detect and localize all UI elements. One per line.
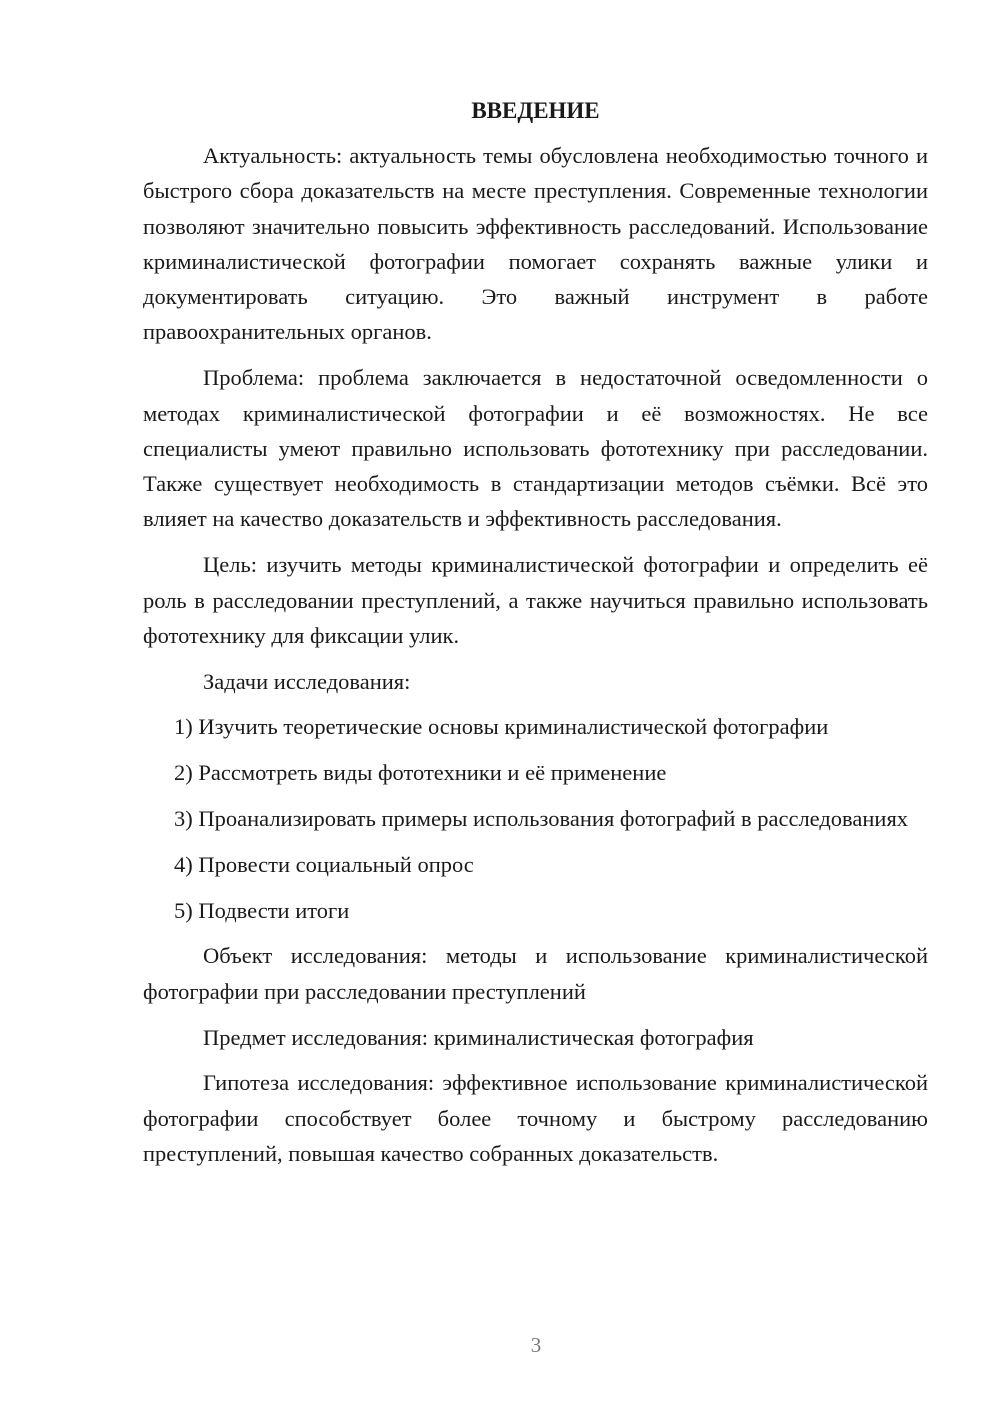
list-item: 4) Провести социальный опрос <box>174 851 474 877</box>
paragraph-problem: Проблема: проблема заключается в недостаточной осведомленности о методах криминалистической фотографии и её возможностях. Не все специалисты умеют правильно использовать фототехнику при расследовании. Также существует необходимость в стандартизации методов съёмки. Всё это влияет на качество доказательств и эффективность расследования. <box>143 365 928 532</box>
document-body <box>143 93 928 1182</box>
list-item: 3) Проанализировать примеры использования фотографий в расследованиях <box>174 806 909 832</box>
paragraph-subject: Предмет исследования: криминалистическая фотография <box>203 1024 754 1050</box>
paragraph-object: Объект исследования: методы и использование криминалистической фотографии при расследовании преступлений <box>143 943 928 1004</box>
tasks-title: Задачи исследования: <box>203 668 411 694</box>
page-number: 3 <box>530 1333 542 1357</box>
list-item: 2) Рассмотреть виды фототехники и её применение <box>174 760 667 786</box>
paragraph-relevance: Актуальность: актуальность темы обусловлена необходимостью точного и быстрого сбора доказательств на месте преступления. Современные технологии позволяют значительно повысить эффективность расследований. Использование криминалистической фотографии помогает сохранять важные улики и документировать ситуацию. Это важный инструмент в работе правоохранительных органов. <box>143 143 928 345</box>
section-heading: ВВЕДЕНИЕ <box>471 98 600 123</box>
list-item: 5) Подвести итоги <box>174 897 350 923</box>
list-item: 1) Изучить теоретические основы криминалистической фотографии <box>174 714 829 740</box>
paragraph-hypothesis: Гипотеза исследования: эффективное использование криминалистической фотографии способствует более точному и быстрому расследованию преступлений, повышая качество собранных доказательств. <box>143 1070 928 1166</box>
paragraph-goal: Цель: изучить методы криминалистической фотографии и определить её роль в расследовании преступлений, а также научиться правильно использовать фототехнику для фиксации улик. <box>143 552 928 648</box>
